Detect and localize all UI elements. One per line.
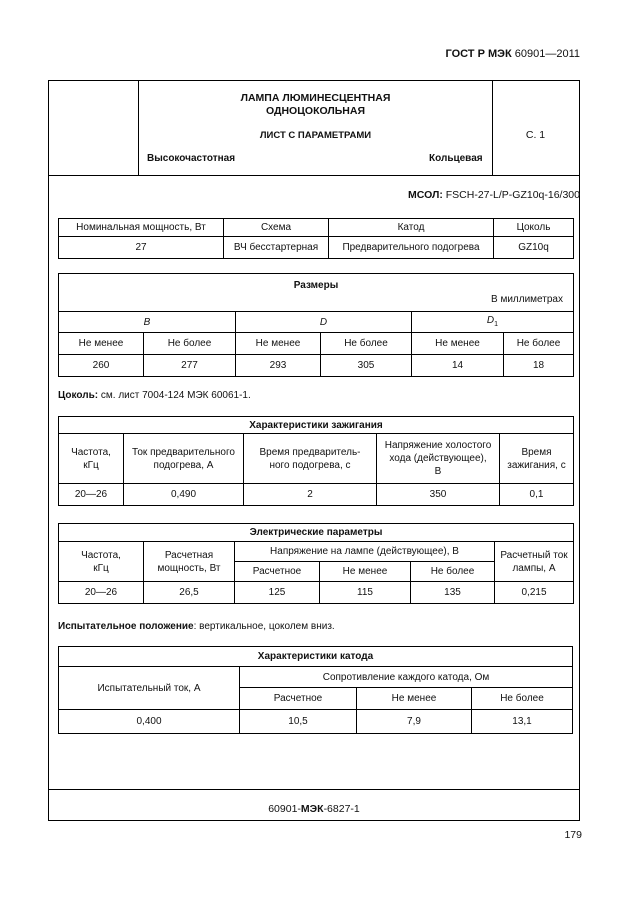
sheet-page: С. 1 xyxy=(525,129,546,141)
group-d xyxy=(236,312,412,333)
th-ocv-l1: Напряжение холостого xyxy=(384,440,492,451)
code-part-b: МЭК xyxy=(300,803,324,815)
cathode-table xyxy=(58,646,573,734)
th-res-rated: Расчетное xyxy=(240,688,357,710)
standard-header xyxy=(445,48,580,60)
th-lamp-voltage: Напряжение на лампе (действующее), В xyxy=(235,542,495,562)
th-preheat-current-l2: подогрева, А xyxy=(153,459,214,471)
th-cathode: Катод xyxy=(329,219,494,237)
title-line3: ЛИСТ С ПАРАМЕТРАМИ xyxy=(259,130,372,141)
th-preheat-current xyxy=(124,434,244,484)
th-voltage-max: Не более xyxy=(411,562,495,582)
group-d-label: D xyxy=(319,316,328,328)
title-line1: ЛАМПА ЛЮМИНЕСЦЕНТНАЯ xyxy=(240,92,391,104)
th-el-frequency xyxy=(59,542,144,582)
mcol-designation xyxy=(408,189,580,201)
th-frequency-l1: Частота, xyxy=(71,446,111,458)
th-ocv-l3: В xyxy=(434,466,442,477)
dimensions-title: Размеры xyxy=(293,280,339,291)
th-voltage-rated: Расчетное xyxy=(235,562,320,582)
base-note xyxy=(58,390,251,401)
test-position-label: Испытательное положение xyxy=(58,621,194,632)
th-d1-min: Не менее xyxy=(412,333,504,355)
cell-b-min: 260 xyxy=(59,355,144,377)
cell-ign-frequency: 20—26 xyxy=(59,484,124,506)
th-preheat-time-l1: Время предваритель- xyxy=(259,446,361,458)
th-preheat-time xyxy=(244,434,377,484)
th-base: Цоколь xyxy=(494,219,574,237)
th-d-max: Не более xyxy=(321,333,412,355)
cell-power: 27 xyxy=(59,237,224,259)
title-right-box xyxy=(492,81,580,175)
mcol-value: FSCH-27-L/P-GZ10q-16/300 xyxy=(445,189,580,201)
cell-d1-min: 14 xyxy=(412,355,504,377)
dimensions-units: В миллиметрах xyxy=(491,294,563,305)
th-res-min: Не менее xyxy=(357,688,472,710)
cell-circuit: ВЧ бесстартерная xyxy=(224,237,329,259)
cell-el-power: 26,5 xyxy=(144,582,235,604)
th-frequency-l2: кГц xyxy=(83,459,99,471)
th-ignition-time xyxy=(500,434,574,484)
th-el-power-l1: Расчетная xyxy=(164,549,214,561)
cell-ignition-time: 0,1 xyxy=(500,484,574,506)
th-preheat-time-l2: ного подогрева, с xyxy=(269,459,351,471)
th-el-frequency-l2: кГц xyxy=(93,562,109,574)
th-lamp-current xyxy=(495,542,574,582)
group-d1-label: D xyxy=(486,314,495,326)
cathode-title: Характеристики катода xyxy=(59,647,573,667)
th-res-max: Не более xyxy=(472,688,573,710)
th-lamp-current-l1: Расчетный ток xyxy=(500,549,568,561)
cell-lamp-current: 0,215 xyxy=(495,582,574,604)
group-d1-sub: 1 xyxy=(494,320,499,328)
cell-voltage-rated: 125 xyxy=(235,582,320,604)
title-right-text: Кольцевая xyxy=(429,153,483,164)
th-d1-max: Не более xyxy=(504,333,574,355)
cell-base: GZ10q xyxy=(494,237,574,259)
sheet-code xyxy=(49,803,579,815)
cell-res-max: 13,1 xyxy=(472,710,573,734)
th-test-current: Испытательный ток, А xyxy=(59,667,240,710)
th-power: Номинальная мощность, Вт xyxy=(59,219,224,237)
th-ocv-l2: хода (действующее), xyxy=(389,453,487,464)
code-part-c: -6827-1 xyxy=(323,803,360,815)
th-lamp-current-l2: лампы, А xyxy=(512,562,556,574)
title-left-text: Высокочастотная xyxy=(147,153,236,164)
th-cathode-resistance: Сопротивление каждого катода, Ом xyxy=(240,667,573,688)
page-number: 179 xyxy=(564,829,582,841)
th-ignition-time-l1: Время xyxy=(521,446,552,458)
cell-voltage-max: 135 xyxy=(411,582,495,604)
cell-d-min: 293 xyxy=(236,355,321,377)
electrical-table xyxy=(58,523,574,604)
ignition-table xyxy=(58,416,574,506)
th-el-power xyxy=(144,542,235,582)
th-frequency xyxy=(59,434,124,484)
cell-ocv: 350 xyxy=(377,484,500,506)
base-note-text: см. лист 7004-124 МЭК 60061-1. xyxy=(100,390,251,401)
cell-voltage-min: 115 xyxy=(320,582,411,604)
dimensions-title-cell xyxy=(59,274,574,312)
th-ocv xyxy=(377,434,500,484)
general-table xyxy=(58,218,574,259)
cell-cathode: Предварительного подогрева xyxy=(329,237,494,259)
th-preheat-current-l1: Ток предварительного xyxy=(132,446,235,458)
cell-d-max: 305 xyxy=(321,355,412,377)
cell-test-current: 0,400 xyxy=(59,710,240,734)
th-circuit: Схема xyxy=(224,219,329,237)
cell-preheat-time: 2 xyxy=(244,484,377,506)
mcol-label: МСОЛ: xyxy=(408,189,443,201)
th-el-power-l2: мощность, Вт xyxy=(157,562,221,574)
cell-d1-max: 18 xyxy=(504,355,574,377)
test-position-text: : вертикальное, цоколем вниз. xyxy=(193,621,335,632)
cell-preheat-current: 0,490 xyxy=(124,484,244,506)
group-b xyxy=(59,312,236,333)
title-block xyxy=(49,81,579,176)
test-position-note xyxy=(58,621,335,632)
th-b-max: Не более xyxy=(144,333,236,355)
electrical-title: Электрические параметры xyxy=(59,524,574,542)
th-b-min: Не менее xyxy=(59,333,144,355)
th-ignition-time-l2: зажигания, с xyxy=(507,459,566,471)
ignition-title: Характеристики зажигания xyxy=(59,417,574,434)
cell-el-frequency: 20—26 xyxy=(59,582,144,604)
cell-res-min: 7,9 xyxy=(357,710,472,734)
title-line2: ОДНОЦОКОЛЬНАЯ xyxy=(265,105,366,117)
th-d-min: Не менее xyxy=(236,333,321,355)
group-d1 xyxy=(412,312,574,333)
base-note-label: Цоколь: xyxy=(58,390,99,401)
title-left-box xyxy=(49,81,139,175)
cell-res-rated: 10,5 xyxy=(240,710,357,734)
cell-b-max: 277 xyxy=(144,355,236,377)
standard-number: 60901—2011 xyxy=(514,48,580,60)
group-b-label: B xyxy=(143,316,151,328)
standard-prefix: ГОСТ Р МЭК xyxy=(445,48,512,60)
code-part-a: 60901- xyxy=(268,803,301,815)
th-el-frequency-l1: Частота, xyxy=(81,549,121,561)
th-voltage-min: Не менее xyxy=(320,562,411,582)
footer-block xyxy=(49,789,579,821)
dimensions-table xyxy=(58,273,574,377)
